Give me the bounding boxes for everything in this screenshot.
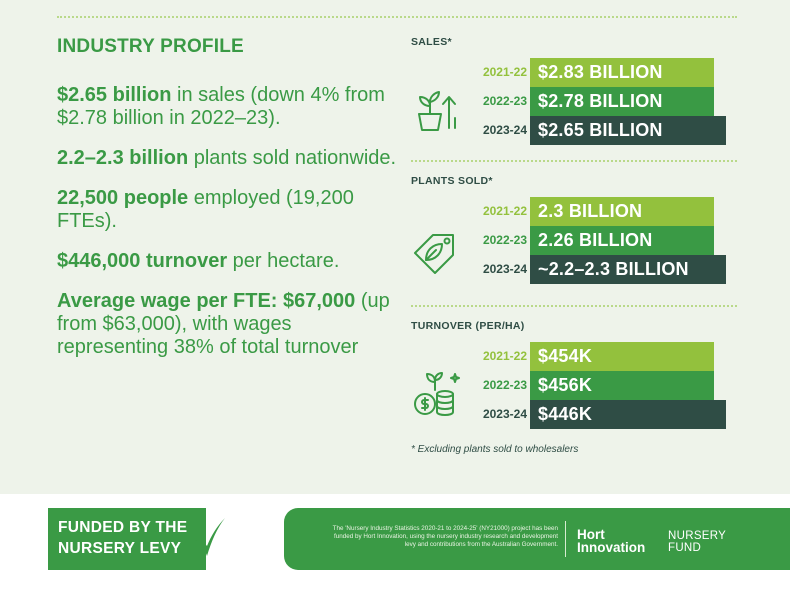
turnover-year: 2023-24 (482, 407, 527, 421)
checkmark-icon (193, 514, 227, 560)
plants-sold-row (411, 255, 737, 284)
fact-plants-bold: 2.2–2.3 billion (57, 147, 189, 169)
levy-line-1: FUNDED BY THE (58, 519, 188, 536)
sales-value-bar: $2.78 BILLION (530, 87, 714, 116)
plants-sold-year: 2022-23 (482, 233, 527, 247)
partner-banner (284, 508, 790, 570)
turnover-year: 2021-22 (482, 349, 527, 363)
fact-employment-bold: 22,500 people (57, 187, 189, 209)
plants-sold-row (411, 197, 737, 226)
fact-sales-bold: $2.65 billion (57, 84, 172, 106)
hort-innovation-logo[interactable] (577, 528, 645, 554)
sales-year: 2021-22 (482, 65, 527, 79)
fact-turnover (57, 250, 397, 273)
plants-sold-value-bar: 2.3 BILLION (530, 197, 714, 226)
plants-sold-value-bar: ~2.2–2.3 BILLION (530, 255, 726, 284)
sales-value-bar: $2.65 BILLION (530, 116, 726, 145)
plants-sold-section (411, 175, 737, 279)
turnover-row (411, 400, 737, 429)
sales-value-bar: $2.83 BILLION (530, 58, 714, 87)
fact-employment (57, 187, 397, 233)
hort-logo-line-1: Hort (577, 527, 605, 542)
plants-sold-year: 2023-24 (482, 262, 527, 276)
industry-profile (57, 36, 397, 376)
turnover-label: TURNOVER (PER/HA) (411, 320, 525, 332)
fact-sales-text: in sales (down 4% from $2.78 billion in 2022–23). (57, 84, 385, 129)
sales-row (411, 87, 737, 116)
plants-sold-row (411, 226, 737, 255)
turnover-year: 2022-23 (482, 378, 527, 392)
plants-sold-rows (411, 197, 737, 284)
sales-year: 2023-24 (482, 123, 527, 137)
section-divider (411, 305, 737, 307)
plants-sold-year: 2021-22 (482, 204, 527, 218)
nursery-fund-logo[interactable] (668, 530, 726, 554)
top-divider (57, 16, 737, 18)
sales-row (411, 58, 737, 87)
turnover-value-bar: $454K (530, 342, 714, 371)
partner-divider (565, 521, 566, 557)
plants-sold-value-bar: 2.26 BILLION (530, 226, 714, 255)
footnote: * Excluding plants sold to wholesalers (411, 444, 579, 455)
fact-turnover-text: per hectare. (227, 250, 340, 272)
hort-logo-line-2: Innovation (577, 540, 646, 555)
fact-employment-text: employed (19,200 FTEs). (57, 187, 354, 232)
turnover-row (411, 342, 737, 371)
funding-statement: The 'Nursery Industry Statistics 2020-21 to 2024-25' (NY21000) project has been funded by Hort Innovation, using the nursery industry research and development levy and contributions from the Australian Government. (332, 525, 558, 548)
fact-wage-bold: Average wage per FTE: $67,000 (57, 290, 356, 312)
nursery-logo-line-1: NURSERY (668, 530, 727, 542)
turnover-row (411, 371, 737, 400)
sales-section (411, 36, 737, 140)
turnover-value-bar: $456K (530, 371, 714, 400)
sales-label: SALES* (411, 36, 452, 48)
sales-rows (411, 58, 737, 145)
footer (0, 494, 790, 599)
funded-by-levy-badge (48, 508, 206, 570)
turnover-rows (411, 342, 737, 429)
fact-sales (57, 84, 397, 130)
nursery-logo-line-2: FUND (668, 542, 702, 554)
fact-turnover-bold: $446,000 turnover (57, 250, 228, 272)
industry-profile-title: INDUSTRY PROFILE (57, 36, 244, 57)
fact-plants (57, 147, 397, 170)
fact-wage-text: (up from $63,000), with wages representing 38% of total turnover (57, 290, 390, 358)
section-divider (411, 160, 737, 162)
sales-year: 2022-23 (482, 94, 527, 108)
levy-line-2: NURSERY LEVY (58, 540, 182, 557)
sales-row (411, 116, 737, 145)
turnover-value-bar: $446K (530, 400, 726, 429)
plants-sold-label: PLANTS SOLD* (411, 175, 493, 187)
fact-plants-text: plants sold nationwide. (188, 147, 397, 169)
turnover-section (411, 320, 737, 424)
fact-wage (57, 290, 397, 359)
